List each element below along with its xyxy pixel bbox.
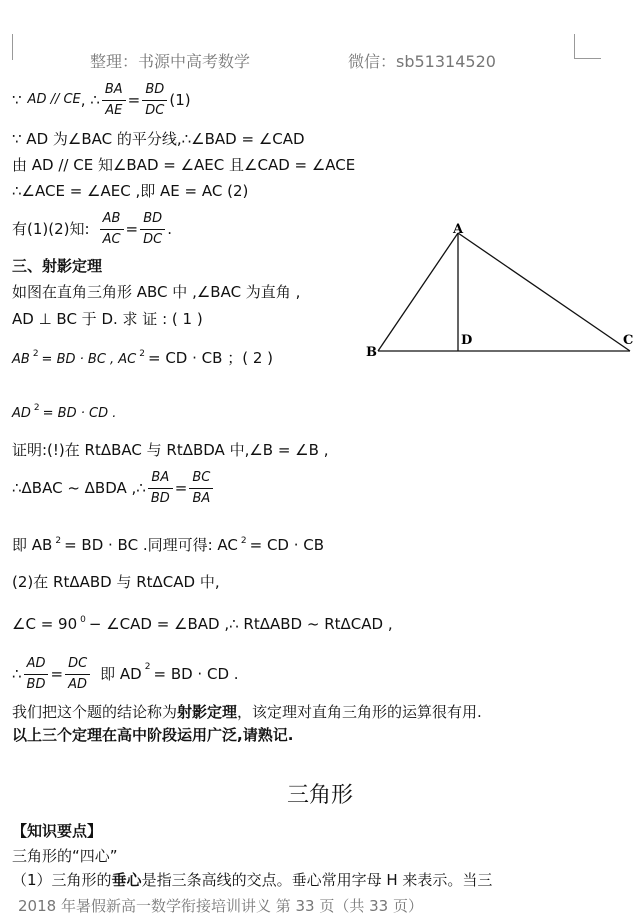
side-ab [378,233,458,351]
fraction-dc-ad: $\frac{DC}{AD}$ [65,654,90,695]
crop-mark-right [574,34,601,59]
fraction-ba-bd: $\frac{BA}{BD}$ [148,468,173,509]
crop-mark-left [0,34,13,60]
fraction-ad-bd: $\frac{AD}{BD}$ [24,654,49,695]
label-d: D [461,333,473,348]
line-17: 以上三个定理在高中阶段运用广泛,请熟记. [12,726,294,744]
equals-sign: = [125,220,139,238]
line-11: ∴ΔBAC ~ ΔBDA ,∴ $\frac{BA}{BD}$ = $\frac{BC}{BA}$ [12,466,215,510]
line-15: ∴ $\frac{AD}{BD}$ = $\frac{DC}{AD}$ 即 AD 2 = BD · CD . [12,652,239,696]
label-b: B [366,345,377,360]
label-c: C [623,333,634,348]
equation-tag: (1) [169,91,191,109]
header-right: 微信：sb51314520 [348,52,496,71]
right-triangle-figure [360,218,640,363]
line-13: (2)在 RtΔABD 与 RtΔCAD 中, [12,573,220,591]
line-1 [12,78,191,122]
header-left: 整理：书源中高考数学 [90,52,251,71]
side-ac [458,233,630,351]
line-3: 由 AD // CE 知∠BAD = ∠AEC 且∠CAD = ∠ACE [12,156,356,174]
line-4: ∴∠ACE = ∠AEC ,即 AE = AC (2) [12,182,249,200]
label-a: A [453,222,464,237]
line-6: 如图在直角三角形 ABC 中 ,∠BAC 为直角 , [12,283,301,301]
line-10: 证明:(!)在 RtΔBAC 与 RtΔBDA 中,∠B = ∠B , [12,441,329,459]
line-14: ∠C = 90 $^0$ − ∠CAD = ∠BAD ,∴ RtΔABD ~ RtΔCAD , [12,615,393,633]
line-2: ∵ AD 为∠BAC 的平分线,∴∠BAD = ∠CAD [12,130,305,148]
fraction-bd-dc: $\frac{BD}{DC}$ [142,80,167,121]
because-symbol: ∵ [12,91,22,109]
line-8: AB $^2$ = BD · BC , AC $^2$ = CD · CB ；( 2 ) [12,349,273,367]
equals-sign: = [127,91,141,109]
line-16: 我们把这个题的结论称为射影定理，该定理对直角三角形的运算很有用. [12,703,482,721]
fraction-ab-ac: $\frac{AB}{AC}$ [100,209,124,250]
section-title: 三角形 [286,783,353,808]
fraction-bc-ba: $\frac{BC}{BA}$ [189,468,213,509]
line-9: AD $^2$ = BD · CD . [12,403,117,421]
line-5 [12,207,172,251]
knowledge-heading: 【知识要点】 [12,822,103,840]
line-5-prefix: 有(1)(2)知: [12,220,90,238]
knowledge-line-1: 三角形的“四心” [12,847,118,865]
line-12: 即 AB $^2$ = BD · BC .同理可得: AC $^2$ = CD · CB [12,536,325,554]
period: . [167,220,172,238]
fraction-ba-ae: $\frac{BA}{AE}$ [102,80,126,121]
fraction-bd-dc-2: $\frac{BD}{DC}$ [140,209,165,250]
line-7: AD ⊥ BC 于 D. 求 证 : ( 1 ) [12,310,203,328]
section-heading-projection-theorem: 三、射影定理 [12,257,103,275]
line-1-expr: AD // CE [27,92,81,107]
knowledge-line-2: （1）三角形的垂心是指三条高线的交点。垂心常用字母 H 来表示。当三 [12,871,493,889]
therefore-symbol: , ∴ [80,91,100,109]
page-footer: 2018 年暑假新高一数学衔接培训讲义 第 33 页（共 33 页） [18,897,423,915]
